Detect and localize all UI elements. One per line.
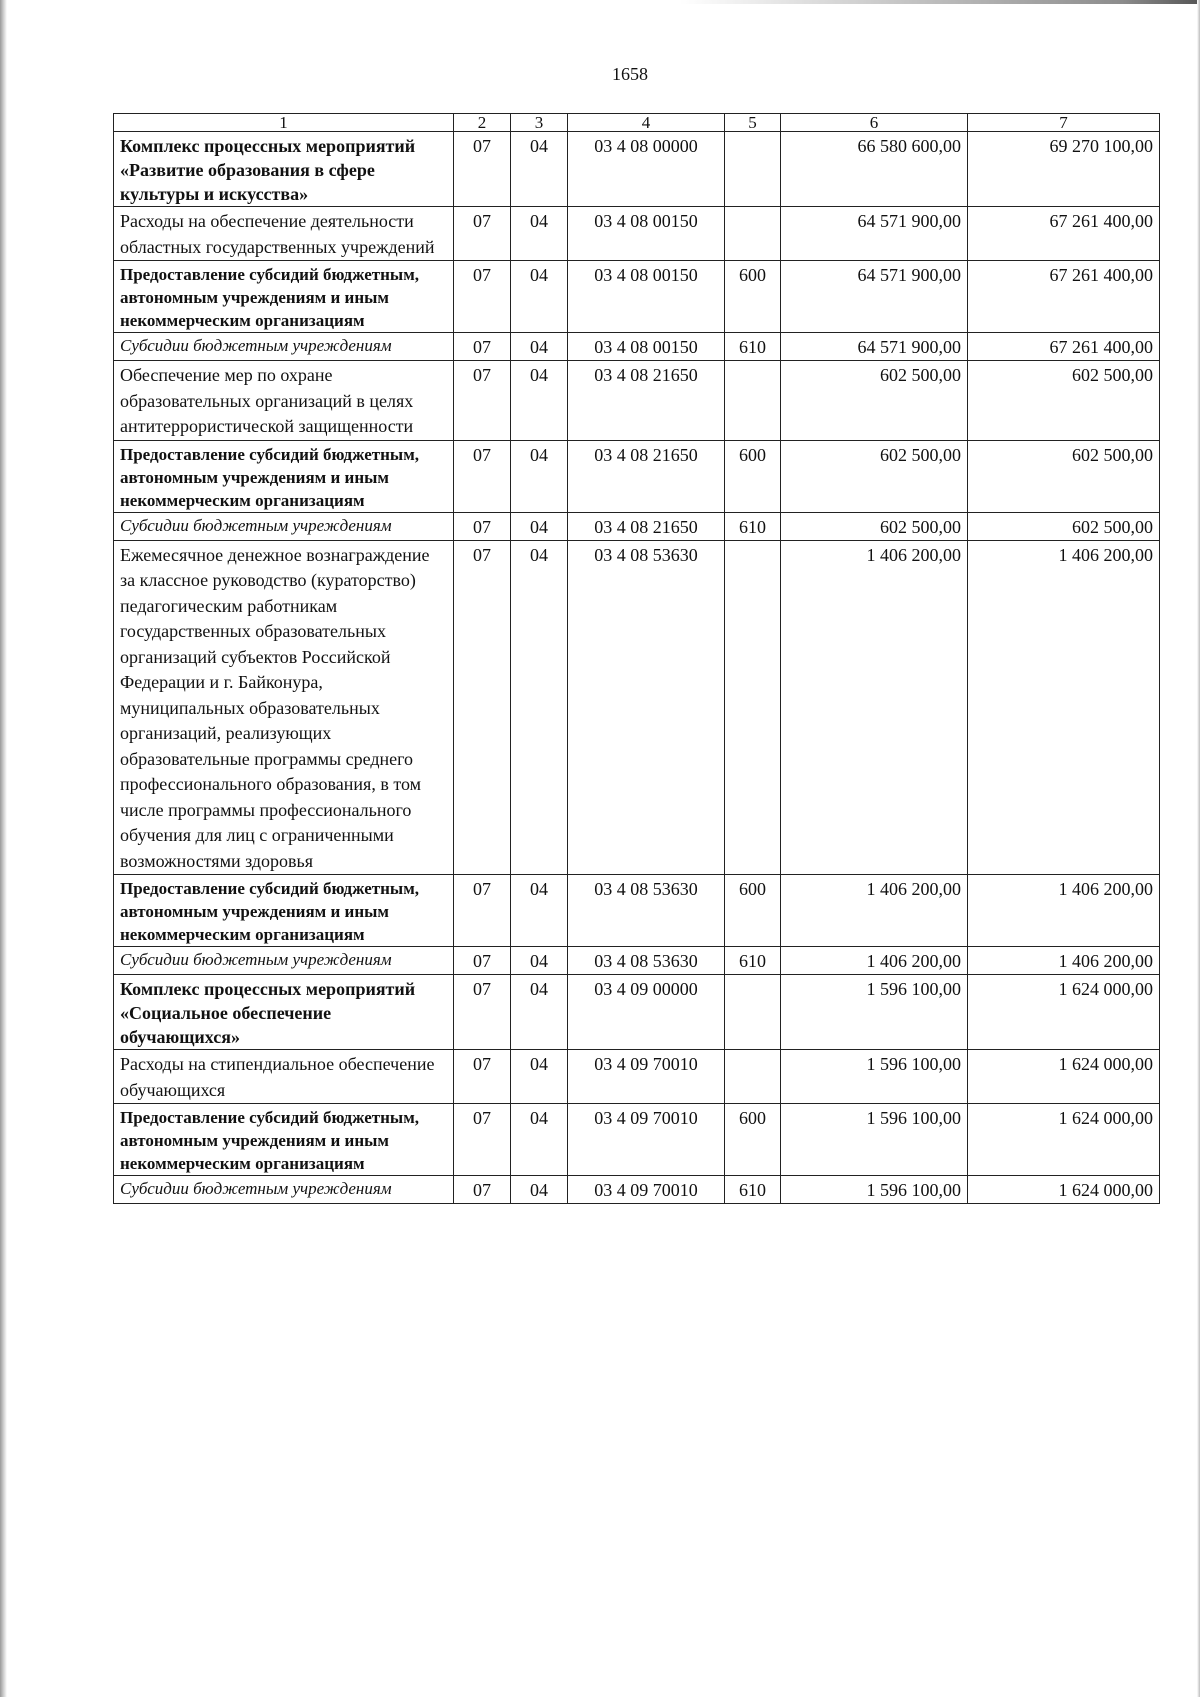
subsection-code-cell: 04: [511, 132, 568, 207]
column-header-3: 3: [511, 114, 568, 132]
section-code-cell: 07: [454, 132, 511, 207]
table-row: [114, 1050, 1160, 1104]
target-article-cell: 03 4 08 00150: [568, 207, 725, 261]
target-article-cell: 03 4 09 70010: [568, 1104, 725, 1176]
amount-col6-cell: 1 596 100,00: [781, 1104, 968, 1176]
scan-shadow-left: [0, 0, 7, 1697]
expense-name-cell: Предоставление субсидий бюджетным, автономным учреждениям и иным некоммерческим организациям: [114, 1104, 454, 1176]
table-row: [114, 1176, 1160, 1204]
section-code-cell: 07: [454, 1176, 511, 1204]
target-article-cell: 03 4 09 70010: [568, 1176, 725, 1204]
expense-type-cell: [725, 540, 781, 875]
column-header-5: 5: [725, 114, 781, 132]
expense-type-cell: 610: [725, 1176, 781, 1204]
amount-col7-cell: 1 624 000,00: [968, 1104, 1160, 1176]
table-body: [114, 132, 1160, 1204]
target-article-cell: 03 4 09 70010: [568, 1050, 725, 1104]
amount-col6-cell: 602 500,00: [781, 440, 968, 512]
subsection-code-cell: 04: [511, 261, 568, 333]
amount-col6-cell: 1 406 200,00: [781, 875, 968, 947]
amount-col6-cell: 1 596 100,00: [781, 1050, 968, 1104]
target-article-cell: 03 4 08 53630: [568, 875, 725, 947]
subsection-code-cell: 04: [511, 207, 568, 261]
column-header-1: 1: [114, 114, 454, 132]
amount-col7-cell: 67 261 400,00: [968, 261, 1160, 333]
table-row: [114, 361, 1160, 441]
section-code-cell: 07: [454, 975, 511, 1050]
amount-col6-cell: 1 596 100,00: [781, 1176, 968, 1204]
expense-type-cell: 600: [725, 261, 781, 333]
expense-type-cell: 610: [725, 512, 781, 540]
table-header: [114, 114, 1160, 132]
subsection-code-cell: 04: [511, 975, 568, 1050]
table-row: [114, 333, 1160, 361]
section-code-cell: 07: [454, 333, 511, 361]
amount-col6-cell: 602 500,00: [781, 361, 968, 441]
expense-name-cell: Предоставление субсидий бюджетным, автономным учреждениям и иным некоммерческим организациям: [114, 261, 454, 333]
expense-type-cell: 600: [725, 1104, 781, 1176]
expense-type-cell: 600: [725, 440, 781, 512]
target-article-cell: 03 4 08 00150: [568, 333, 725, 361]
subsection-code-cell: 04: [511, 512, 568, 540]
expense-name-cell: Комплекс процессных мероприятий «Социальное обеспечение обучающихся»: [114, 975, 454, 1050]
expense-name-cell: Предоставление субсидий бюджетным, автономным учреждениям и иным некоммерческим организациям: [114, 875, 454, 947]
amount-col7-cell: 602 500,00: [968, 512, 1160, 540]
amount-col6-cell: 1 596 100,00: [781, 975, 968, 1050]
amount-col7-cell: 1 624 000,00: [968, 975, 1160, 1050]
amount-col7-cell: 1 624 000,00: [968, 1050, 1160, 1104]
table-row: [114, 261, 1160, 333]
section-code-cell: 07: [454, 261, 511, 333]
expense-type-cell: 610: [725, 947, 781, 975]
column-header-4: 4: [568, 114, 725, 132]
expense-name-cell: Субсидии бюджетным учреждениям: [114, 333, 454, 361]
table-row: [114, 512, 1160, 540]
column-header-6: 6: [781, 114, 968, 132]
section-code-cell: 07: [454, 540, 511, 875]
target-article-cell: 03 4 08 21650: [568, 512, 725, 540]
page-number: 1658: [612, 64, 648, 84]
expense-name-cell: Субсидии бюджетным учреждениям: [114, 512, 454, 540]
amount-col7-cell: 602 500,00: [968, 361, 1160, 441]
scan-shadow-top: [680, 0, 1200, 4]
expense-type-cell: [725, 361, 781, 441]
expense-name-cell: Субсидии бюджетным учреждениям: [114, 1176, 454, 1204]
table-row: [114, 207, 1160, 261]
amount-col6-cell: 1 406 200,00: [781, 540, 968, 875]
target-article-cell: 03 4 08 53630: [568, 947, 725, 975]
subsection-code-cell: 04: [511, 440, 568, 512]
section-code-cell: 07: [454, 875, 511, 947]
subsection-code-cell: 04: [511, 1104, 568, 1176]
table-row: [114, 947, 1160, 975]
amount-col7-cell: 1 406 200,00: [968, 947, 1160, 975]
expense-type-cell: [725, 207, 781, 261]
amount-col6-cell: 64 571 900,00: [781, 261, 968, 333]
amount-col6-cell: 64 571 900,00: [781, 333, 968, 361]
target-article-cell: 03 4 08 00000: [568, 132, 725, 207]
subsection-code-cell: 04: [511, 947, 568, 975]
amount-col7-cell: 602 500,00: [968, 440, 1160, 512]
section-code-cell: 07: [454, 1104, 511, 1176]
target-article-cell: 03 4 08 21650: [568, 440, 725, 512]
amount-col7-cell: 1 406 200,00: [968, 540, 1160, 875]
subsection-code-cell: 04: [511, 540, 568, 875]
subsection-code-cell: 04: [511, 1050, 568, 1104]
subsection-code-cell: 04: [511, 361, 568, 441]
amount-col7-cell: 69 270 100,00: [968, 132, 1160, 207]
section-code-cell: 07: [454, 1050, 511, 1104]
section-code-cell: 07: [454, 361, 511, 441]
amount-col7-cell: 67 261 400,00: [968, 333, 1160, 361]
amount-col6-cell: 64 571 900,00: [781, 207, 968, 261]
table-row: [114, 540, 1160, 875]
table-row: [114, 975, 1160, 1050]
table-row: [114, 875, 1160, 947]
amount-col7-cell: 67 261 400,00: [968, 207, 1160, 261]
target-article-cell: 03 4 08 53630: [568, 540, 725, 875]
section-code-cell: 07: [454, 207, 511, 261]
expense-name-cell: Расходы на обеспечение деятельности областных государственных учреждений: [114, 207, 454, 261]
amount-col7-cell: 1 624 000,00: [968, 1176, 1160, 1204]
expense-name-cell: Предоставление субсидий бюджетным, автономным учреждениям и иным некоммерческим организациям: [114, 440, 454, 512]
expense-name-cell: Ежемесячное денежное вознаграждение за классное руководство (кураторство) педагогическим работникам государственных образовательных организаций субъектов Российской Федерации и г. Байконура, муниципальных образовательных организаций, реализующих образовательные программы среднего профессионального образования, в том числе программы профессионального обучения для лиц с ограниченными возможностями здоровья: [114, 540, 454, 875]
table-row: [114, 1104, 1160, 1176]
target-article-cell: 03 4 08 21650: [568, 361, 725, 441]
expense-name-cell: Субсидии бюджетным учреждениям: [114, 947, 454, 975]
subsection-code-cell: 04: [511, 1176, 568, 1204]
table-row: [114, 440, 1160, 512]
expense-type-cell: [725, 975, 781, 1050]
expense-type-cell: [725, 132, 781, 207]
amount-col6-cell: 66 580 600,00: [781, 132, 968, 207]
expense-type-cell: 610: [725, 333, 781, 361]
expense-type-cell: [725, 1050, 781, 1104]
expense-name-cell: Обеспечение мер по охране образовательных организаций в целях антитеррористической защищенности: [114, 361, 454, 441]
column-header-2: 2: [454, 114, 511, 132]
target-article-cell: 03 4 09 00000: [568, 975, 725, 1050]
expense-name-cell: Комплекс процессных мероприятий «Развитие образования в сфере культуры и искусства»: [114, 132, 454, 207]
table-row: [114, 132, 1160, 207]
column-header-7: 7: [968, 114, 1160, 132]
subsection-code-cell: 04: [511, 875, 568, 947]
amount-col7-cell: 1 406 200,00: [968, 875, 1160, 947]
column-number-row: [114, 114, 1160, 132]
amount-col6-cell: 602 500,00: [781, 512, 968, 540]
expense-name-cell: Расходы на стипендиальное обеспечение обучающихся: [114, 1050, 454, 1104]
budget-table: [113, 113, 1160, 1204]
section-code-cell: 07: [454, 440, 511, 512]
expense-type-cell: 600: [725, 875, 781, 947]
section-code-cell: 07: [454, 512, 511, 540]
target-article-cell: 03 4 08 00150: [568, 261, 725, 333]
subsection-code-cell: 04: [511, 333, 568, 361]
amount-col6-cell: 1 406 200,00: [781, 947, 968, 975]
section-code-cell: 07: [454, 947, 511, 975]
